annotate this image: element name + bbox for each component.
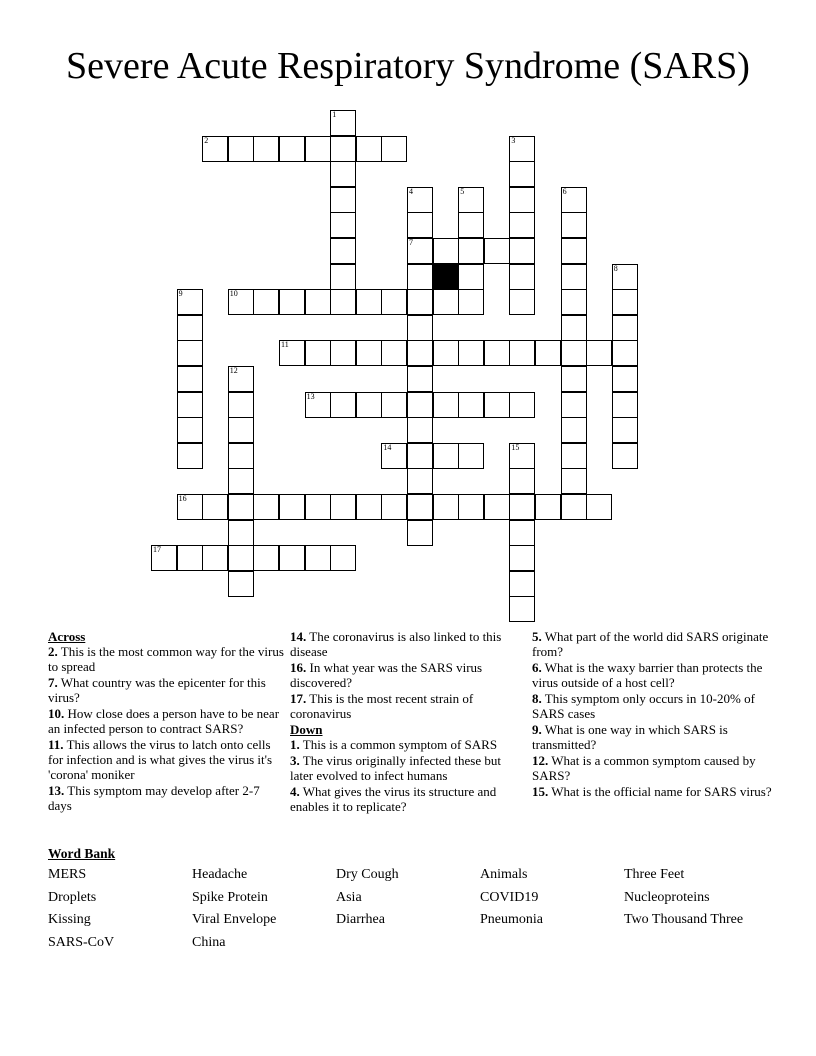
grid-cell[interactable] [484, 238, 510, 264]
word-bank-item: Pneumonia [480, 912, 543, 927]
grid-cell[interactable] [228, 289, 254, 315]
grid-cell[interactable] [433, 392, 459, 418]
word-bank-item: Droplets [48, 890, 97, 905]
word-bank-item: Spike Protein [192, 890, 268, 905]
grid-cell[interactable] [356, 289, 382, 315]
grid-cell[interactable] [509, 545, 535, 571]
clue-across-11: 11. This allows the virus to latch onto cells for infection and is what gives the virus it's 'corona' moniker [48, 737, 273, 782]
clue-across-13: 13. This symptom may develop after 2-7 days [48, 783, 260, 813]
down-heading: Down [290, 722, 323, 737]
grid-cell[interactable] [356, 136, 382, 162]
grid-cell[interactable] [458, 187, 484, 213]
grid-cell[interactable] [509, 212, 535, 238]
clue-down-8: 8. This symptom only occurs in 10-20% of SARS cases [532, 691, 755, 721]
grid-cell[interactable] [458, 289, 484, 315]
grid-cell[interactable] [612, 264, 638, 290]
grid-cell[interactable] [407, 392, 433, 418]
grid-cell[interactable] [253, 545, 279, 571]
word-bank-item: Viral Envelope [192, 912, 277, 927]
grid-cell[interactable] [330, 264, 356, 290]
clues-column-1 [48, 629, 284, 814]
grid-cell[interactable] [330, 289, 356, 315]
grid-cell[interactable] [407, 340, 433, 366]
grid-cell[interactable] [535, 340, 561, 366]
grid-cell[interactable] [381, 136, 407, 162]
grid-cell[interactable] [253, 494, 279, 520]
grid-cell[interactable] [330, 187, 356, 213]
page-title: Severe Acute Respiratory Syndrome (SARS) [66, 45, 750, 87]
grid-cell[interactable] [561, 238, 587, 264]
word-bank-item: Asia [336, 890, 362, 905]
grid-cell[interactable] [407, 238, 433, 264]
word-bank-item: Diarrhea [336, 912, 385, 927]
grid-cell[interactable] [177, 545, 203, 571]
grid-cell[interactable] [509, 494, 535, 520]
grid-cell[interactable] [253, 289, 279, 315]
grid-cell[interactable] [612, 443, 638, 469]
grid-cell[interactable] [561, 494, 587, 520]
grid-cell[interactable] [484, 494, 510, 520]
grid-cell[interactable] [330, 212, 356, 238]
grid-cell[interactable] [305, 136, 331, 162]
grid-cell[interactable] [458, 340, 484, 366]
grid-cell[interactable] [202, 494, 228, 520]
grid-cell[interactable] [561, 264, 587, 290]
grid-cell[interactable] [484, 392, 510, 418]
grid-cell[interactable] [177, 443, 203, 469]
grid-cell[interactable] [509, 187, 535, 213]
word-bank-item: Three Feet [624, 867, 685, 882]
grid-cell[interactable] [433, 443, 459, 469]
grid-cell[interactable] [381, 392, 407, 418]
grid-cell[interactable] [561, 392, 587, 418]
word-bank-item: Animals [480, 867, 528, 882]
clue-down-5: 5. What part of the world did SARS originate from? [532, 629, 769, 659]
clue-across-2: 2. This is the most common way for the virus to spread [48, 644, 284, 674]
grid-cell[interactable] [356, 340, 382, 366]
grid-cell[interactable] [561, 468, 587, 494]
grid-cell[interactable] [433, 340, 459, 366]
grid-cell[interactable] [228, 392, 254, 418]
clue-across-17: 17. This is the most recent strain of coronavirus [290, 691, 474, 721]
grid-cell[interactable] [330, 110, 356, 136]
clue-down-6: 6. What is the waxy barrier than protects the virus outside of a host cell? [532, 660, 763, 690]
black-square [433, 264, 459, 290]
grid-cell[interactable] [586, 494, 612, 520]
grid-cell[interactable] [202, 136, 228, 162]
clues-column-3 [532, 629, 772, 800]
grid-cell[interactable] [612, 366, 638, 392]
grid-cell[interactable] [458, 443, 484, 469]
grid-cell[interactable] [484, 340, 510, 366]
grid-cell[interactable] [305, 340, 331, 366]
clue-down-4: 4. What gives the virus its structure and enables it to replicate? [290, 784, 497, 814]
grid-cell[interactable] [586, 340, 612, 366]
grid-cell[interactable] [509, 520, 535, 546]
clue-number: 3 [511, 135, 516, 145]
grid-cell[interactable] [381, 443, 407, 469]
grid-cell[interactable] [177, 417, 203, 443]
grid-cell[interactable] [305, 545, 331, 571]
grid-cell[interactable] [509, 392, 535, 418]
grid-cell[interactable] [202, 545, 228, 571]
clue-down-3: 3. The virus originally infected these but later evolved to infect humans [290, 753, 501, 783]
grid-cell[interactable] [279, 494, 305, 520]
grid-cell[interactable] [381, 340, 407, 366]
grid-cell[interactable] [279, 340, 305, 366]
grid-cell[interactable] [228, 520, 254, 546]
clue-number: 2 [204, 135, 209, 145]
grid-cell[interactable] [177, 392, 203, 418]
grid-cell[interactable] [458, 494, 484, 520]
grid-cell[interactable] [612, 392, 638, 418]
grid-cell[interactable] [407, 417, 433, 443]
grid-cell[interactable] [177, 289, 203, 315]
grid-cell[interactable] [228, 366, 254, 392]
clue-down-15: 15. What is the official name for SARS virus? [532, 784, 772, 799]
grid-cell[interactable] [330, 494, 356, 520]
grid-cell[interactable] [561, 417, 587, 443]
word-bank-item: Nucleoproteins [624, 890, 710, 905]
grid-cell[interactable] [279, 136, 305, 162]
grid-cell[interactable] [509, 161, 535, 187]
word-bank-item: Two Thousand Three [624, 912, 744, 927]
word-bank-item: Dry Cough [336, 867, 399, 882]
across-heading: Across [48, 629, 86, 644]
grid-cell[interactable] [407, 520, 433, 546]
clue-number: 1 [332, 110, 337, 119]
grid-cell[interactable] [279, 289, 305, 315]
grid-cell[interactable] [561, 289, 587, 315]
grid-cell[interactable] [561, 212, 587, 238]
grid-cell[interactable] [509, 340, 535, 366]
word-bank-item: SARS-CoV [48, 935, 115, 950]
grid-cell[interactable] [177, 366, 203, 392]
clues-column-2 [290, 629, 526, 815]
clue-across-16: 16. In what year was the SARS virus discovered? [290, 660, 483, 690]
grid-cell[interactable] [535, 494, 561, 520]
clue-number: 17 [153, 545, 161, 555]
clue-number: 15 [511, 442, 520, 452]
grid-cell[interactable] [407, 212, 433, 238]
grid-cell[interactable] [612, 289, 638, 315]
grid-cell[interactable] [509, 264, 535, 290]
grid-cell[interactable] [228, 545, 254, 571]
word-bank-item: Headache [192, 867, 248, 882]
grid-cell[interactable] [305, 392, 331, 418]
grid-cell[interactable] [407, 187, 433, 213]
word-bank-item: China [192, 935, 226, 950]
grid-cell[interactable] [612, 315, 638, 341]
clue-number: 10 [229, 289, 238, 299]
grid-cell[interactable] [330, 545, 356, 571]
grid-cell[interactable] [381, 289, 407, 315]
grid-cell[interactable] [330, 238, 356, 264]
clue-number: 6 [562, 186, 567, 196]
word-bank-item: COVID19 [480, 890, 539, 905]
grid-cell[interactable] [279, 545, 305, 571]
grid-cell[interactable] [381, 494, 407, 520]
grid-cell[interactable] [509, 468, 535, 494]
grid-cell[interactable] [509, 289, 535, 315]
grid-cell[interactable] [561, 366, 587, 392]
grid-cell[interactable] [228, 468, 254, 494]
grid-cell[interactable] [612, 340, 638, 366]
grid-cell[interactable] [458, 212, 484, 238]
grid-cell[interactable] [305, 494, 331, 520]
grid-cell[interactable] [177, 315, 203, 341]
grid-cell[interactable] [509, 238, 535, 264]
grid-cell[interactable] [228, 494, 254, 520]
grid-cell[interactable] [561, 443, 587, 469]
grid-cell[interactable] [458, 392, 484, 418]
grid-cell[interactable] [407, 443, 433, 469]
clue-number: 16 [178, 494, 187, 503]
grid-cell[interactable] [407, 264, 433, 290]
clue-number: 14 [383, 442, 392, 452]
grid-cell[interactable] [509, 443, 535, 469]
grid-cell[interactable] [433, 289, 459, 315]
clue-number: 4 [409, 186, 413, 196]
clue-number: 8 [613, 263, 618, 273]
clue-number: 13 [306, 391, 315, 401]
grid-cell[interactable] [458, 238, 484, 264]
clue-across-10: 10. How close does a person have to be near an infected person to contract SARS? [48, 706, 280, 736]
grid-cell[interactable] [561, 340, 587, 366]
grid-cell[interactable] [407, 315, 433, 341]
word-bank-heading: Word Bank [48, 846, 116, 861]
grid-cell[interactable] [407, 289, 433, 315]
grid-cell[interactable] [305, 289, 331, 315]
grid-cell[interactable] [228, 571, 254, 597]
grid-cell[interactable] [509, 136, 535, 162]
clue-across-7: 7. What country was the epicenter for this virus? [48, 675, 266, 705]
grid-cell[interactable] [330, 136, 356, 162]
clue-down-12: 12. What is a common symptom caused by SARS? [532, 753, 756, 783]
grid-cell[interactable] [228, 443, 254, 469]
grid-cell[interactable] [509, 596, 535, 622]
grid-cell[interactable] [356, 392, 382, 418]
clue-number: 9 [178, 289, 183, 299]
grid-cell[interactable] [407, 468, 433, 494]
grid-cell[interactable] [330, 392, 356, 418]
grid-cell[interactable] [433, 238, 459, 264]
grid-cell[interactable] [228, 136, 254, 162]
clue-across-14: 14. The coronavirus is also linked to this disease [290, 629, 502, 659]
clue-down-1: 1. This is a common symptom of SARS [290, 737, 498, 752]
grid-cell[interactable] [228, 417, 254, 443]
grid-cell[interactable] [356, 494, 382, 520]
grid-cell[interactable] [151, 545, 177, 571]
clue-number: 7 [409, 238, 413, 247]
clue-number: 5 [460, 186, 465, 196]
grid-cell[interactable] [561, 315, 587, 341]
clue-down-9: 9. What is one way in which SARS is transmitted? [532, 722, 728, 752]
word-bank-item: Kissing [48, 912, 91, 927]
grid-cell[interactable] [612, 417, 638, 443]
grid-cell[interactable] [407, 366, 433, 392]
grid-cell[interactable] [407, 494, 433, 520]
grid-cell[interactable] [177, 494, 203, 520]
clue-number: 11 [281, 340, 289, 350]
grid-cell[interactable] [177, 340, 203, 366]
grid-cell[interactable] [433, 494, 459, 520]
grid-cell[interactable] [330, 161, 356, 187]
grid-cell[interactable] [253, 136, 279, 162]
grid-cell[interactable] [330, 340, 356, 366]
grid-cell[interactable] [561, 187, 587, 213]
grid-cell[interactable] [509, 571, 535, 597]
grid-cell[interactable] [458, 264, 484, 290]
clue-number: 12 [229, 366, 238, 375]
word-bank-item: MERS [48, 867, 87, 882]
